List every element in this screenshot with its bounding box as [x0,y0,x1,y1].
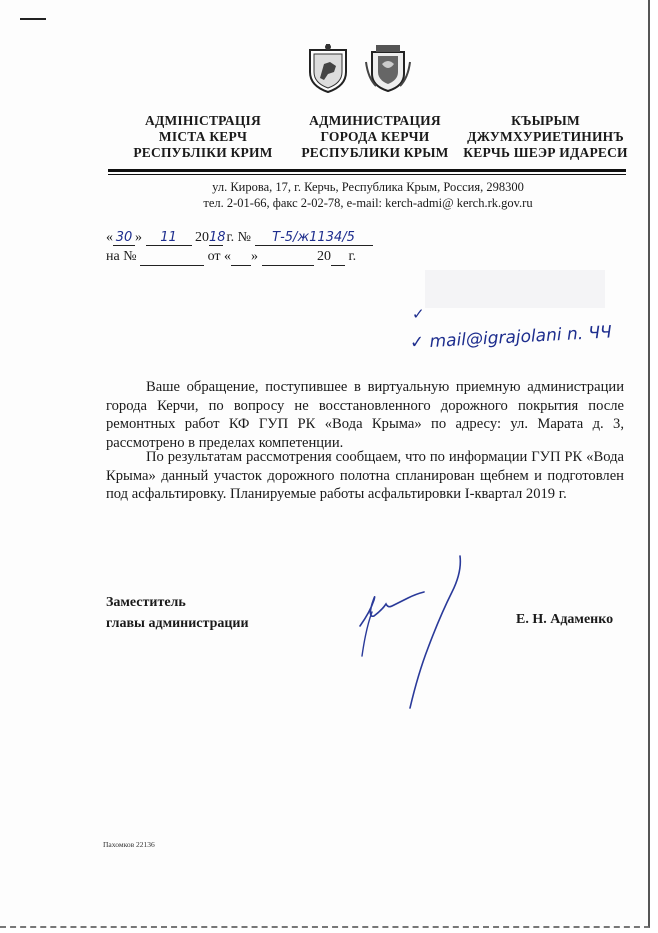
reg-number: Т-5/ж1134/5 [255,230,373,246]
quote-close: » [135,230,142,245]
ref-day-blank [231,249,251,266]
ref-quote-close: » [251,249,259,264]
header-ru-line: РЕСПУБЛИКИ КРЫМ [301,145,449,160]
crimea-coat-of-arms-icon [304,42,352,94]
body-paragraph-1 [106,378,624,452]
header-ru-line: АДМИНИСТРАЦИЯ [309,113,441,128]
header-ua-line: АДМІНІСТРАЦІЯ [145,113,261,128]
ref-year-label: г. [348,249,357,264]
ref-from: от « [207,249,232,264]
header-ukrainian [128,113,278,161]
redacted-recipient [425,270,605,308]
handwritten-signature [352,552,482,712]
header-divider-thin [108,174,626,175]
quote-open: « [106,230,113,245]
ref-year: 20 [317,249,332,264]
scan-mark [20,18,46,20]
header-crimean-tatar [458,113,633,161]
reg-month: 11 [146,230,192,246]
ref-prefix: на № [106,249,137,264]
handwritten-email: ✓ mail@igrajolani n. ЧЧ [409,322,613,353]
reg-day: 30 [113,230,135,246]
ref-year-blank [331,249,345,266]
signatory-title-line: главы администрации [106,616,249,631]
header-ru-line: ГОРОДА КЕРЧИ [320,129,430,144]
header-russian [290,113,460,161]
paragraph-text: По результатам рассмотрения сообщаем, что по информации ГУП РК «Вода Крыма» данный участок дорожного полотна спланирован щебнем и подготовлен под асфальтировку. Планируемые работы асфальтировки I-квартал 2019 г. [106,449,624,502]
body-paragraph-2 [106,448,624,504]
incoming-reference [106,249,356,266]
header-crh-line: КЕРЧЬ ШЕЭР ИДАРЕСИ [463,145,628,160]
contacts-line: тел. 2-01-66, факс 2-02-78, e-mail: kerch-admi@ kerch.rk.gov.ru [203,196,533,210]
header-crh-line: КЪЫРЫМ [511,113,580,128]
reg-year-label: г. № [226,230,252,245]
ref-month-blank [262,249,314,266]
signatory-name: Е. Н. Адаменко [516,612,614,627]
check-mark: ✓ [412,307,425,323]
executor-note: Пахомков 22136 [103,840,155,849]
reg-year-suffix: 18 [209,230,226,245]
header-divider [108,169,626,172]
address-line: ул. Кирова, 17, г. Керчь, Республика Крым, Россия, 298300 [212,180,524,194]
header-ua-line: МІСТА КЕРЧ [158,129,248,144]
signatory-title-line: Заместитель [106,595,186,610]
signatory-title [106,592,249,634]
header-crh-line: ДЖУМХУРИЕТИНИНЪ [467,129,624,144]
reg-year-prefix: 20 [195,230,209,245]
paragraph-text: Ваше обращение, поступившее в виртуальную приемную администрации города Керчи, по вопросу не восстановленного дорожного покрытия после ремонтных работ КФ ГУП РК «Вода Крыма» по адресу: ул. Марата д. 3, рассмотрено в пределах компетенции. [106,379,624,451]
outgoing-registration [106,230,373,246]
kerch-coat-of-arms-icon [364,42,412,94]
ref-number-blank [140,249,204,266]
header-ua-line: РЕСПУБЛІКИ КРИМ [133,145,273,160]
